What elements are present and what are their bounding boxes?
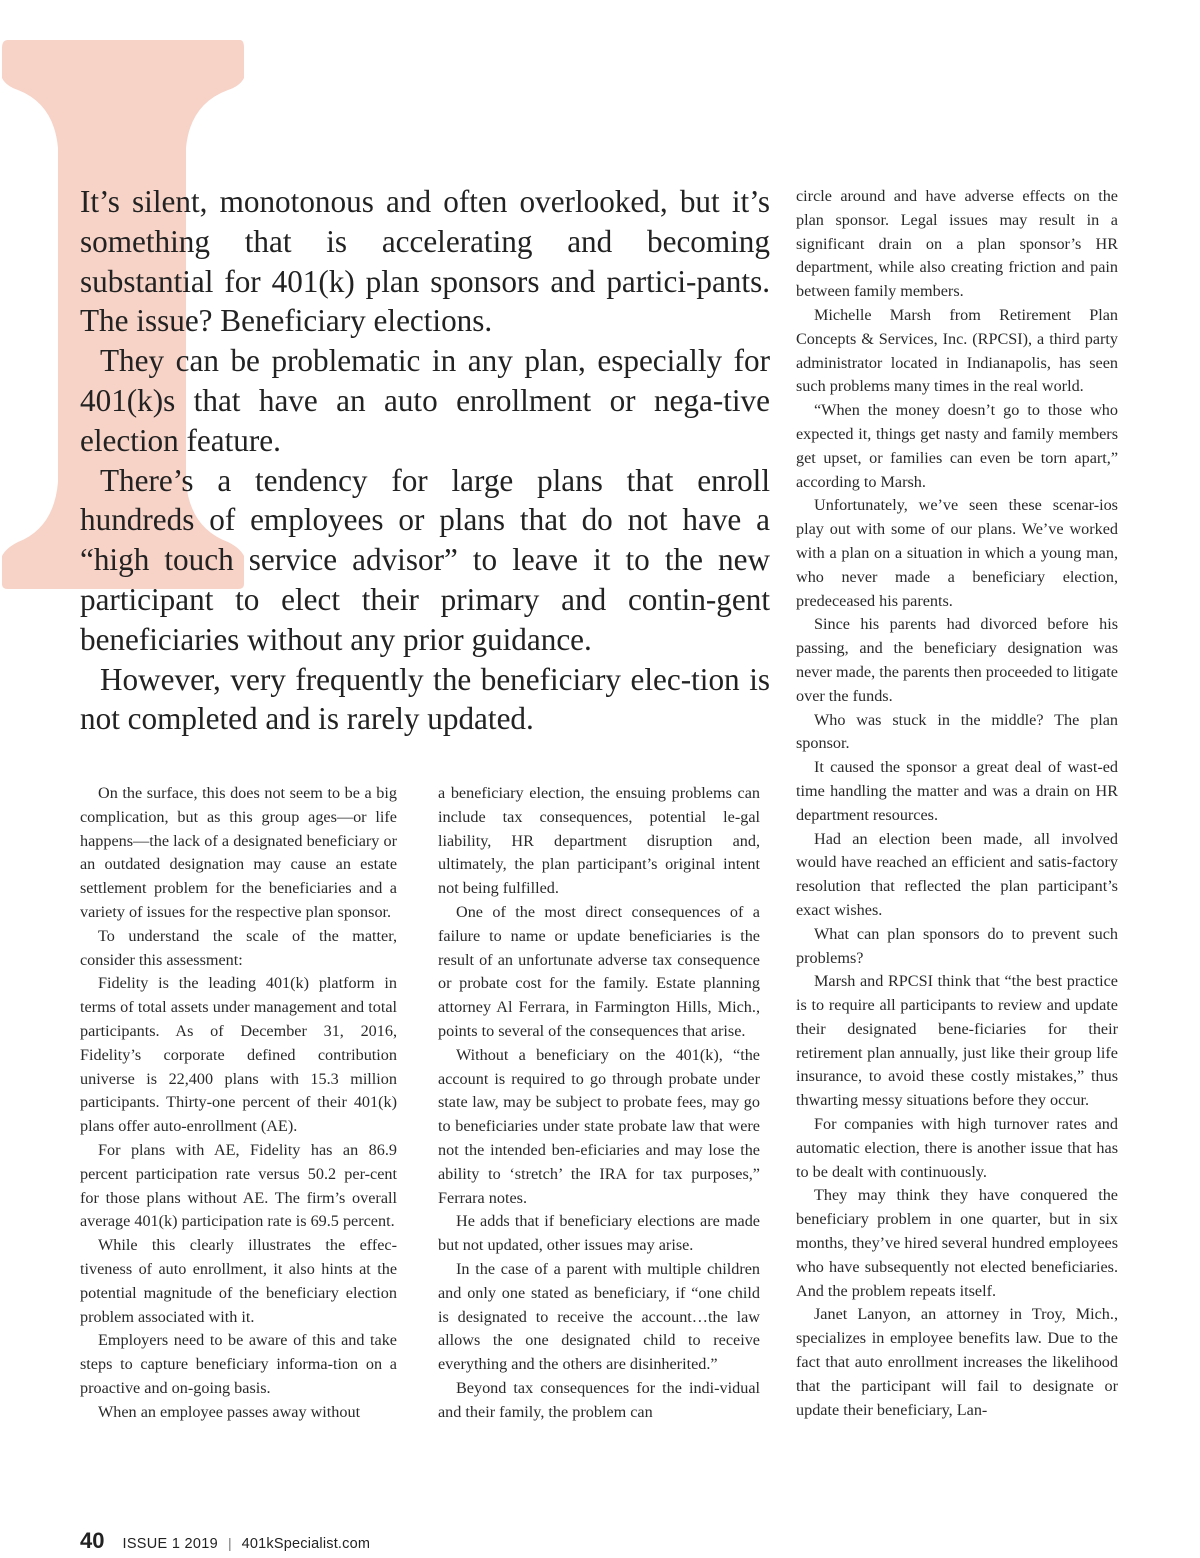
page-number: 40 — [80, 1528, 105, 1553]
intro-lead-text — [80, 182, 770, 739]
body-paragraph: They may think they have conquered the beneficiary problem in one quarter, but in six months, they’ve hired several hundred employees who have subsequently not elected beneficiaries. And the problem repeats itself. — [796, 1186, 1118, 1300]
body-paragraph: Without a beneficiary on the 401(k), “the account is required to go through probate under state law, may be subject to probate fees, may go to beneficiaries under state probate law that were not the intended ben-eficiaries and may lose the ability to ‘stretch’ the IRA for tax purposes,” Ferrara notes. — [438, 1045, 760, 1207]
body-paragraph: On the surface, this does not seem to be a big complication, but as this group ages—or life happens—the lack of a designated beneficiary or an outdated designation may cause an estate settlement problem for the beneficiaries and a variety of issues for the respective plan sponsor. — [80, 784, 397, 921]
body-paragraph: One of the most direct consequences of a failure to name or update beneficiaries is the result of an unfortunate adverse tax consequence or probate cost for the family. Estate planning attorney Al Ferrara, in Farmington Hills, Mich., points to several of the consequences that arise. — [438, 902, 760, 1040]
body-paragraph-continued: a beneficiary election, the ensuing problems can include tax consequences, potential le-gal liability, HR department disruption and, ultimately, the plan participant’s original intent not being fulfilled. — [438, 784, 760, 898]
body-paragraph: Since his parents had divorced before his passing, and the beneficiary designation was never made, the parents then proceeded to litigate over the funds. — [796, 615, 1118, 705]
body-paragraph: Who was stuck in the middle? The plan sponsor. — [796, 710, 1118, 753]
body-column-1 — [80, 782, 397, 1425]
body-paragraph: Michelle Marsh from Retirement Plan Concepts & Services, Inc. (RPCSI), a third party administrator located in Indianapolis, has seen such problems many times in the real world. — [796, 305, 1118, 396]
body-paragraph: “When the money doesn’t go to those who expected it, things get nasty and family members get upset, or families can even be torn apart,” according to Marsh. — [796, 401, 1118, 491]
footer-separator: | — [227, 1535, 232, 1551]
body-paragraph: Fidelity is the leading 401(k) platform in terms of total assets under management and total participants. As of December 31, 2016, Fidelity’s corporate defined contribution universe is 22,400 plans with 15.3 million participants. Thirty-one percent of their 401(k) plans offer auto-enrollment (AE). — [80, 974, 397, 1136]
intro-paragraph: It’s silent, monotonous and often overlooked, but it’s something that is accelerating and becoming substantial for 401(k) plan sponsors and partici-pants. The issue? Beneficiary elections. — [80, 184, 770, 339]
body-paragraph: To understand the scale of the matter, consider this assessment: — [80, 926, 397, 969]
intro-paragraph: They can be problematic in any plan, especially for 401(k)s that have an auto enrollment or nega-tive election feature. — [80, 343, 770, 458]
body-paragraph: When an employee passes away without — [98, 1402, 361, 1421]
body-paragraph: He adds that if beneficiary elections are made but not updated, other issues may arise. — [438, 1212, 760, 1255]
body-paragraph: While this clearly illustrates the effec-tiveness of auto enrollment, it also hints at the potential magnitude of the beneficiary election problem associated with it. — [80, 1236, 397, 1326]
body-paragraph: Unfortunately, we’ve seen these scenar-ios play out with some of our plans. We’ve worked with a plan on a situation in which a young man, who never made a beneficiary election, predeceased his parents. — [796, 496, 1118, 610]
body-paragraph: Had an election been made, all involved would have reached an efficient and satis-factory resolution that reflected the plan participant’s exact wishes. — [796, 829, 1118, 919]
body-paragraph: Beyond tax consequences for the indi-vidual and their family, the problem can — [438, 1378, 760, 1421]
body-column-3 — [796, 185, 1118, 1422]
body-paragraph: For companies with high turnover rates and automatic election, there is another issue that has to be dealt with continuously. — [796, 1115, 1118, 1181]
body-column-2 — [438, 782, 760, 1425]
body-paragraph: Janet Lanyon, an attorney in Troy, Mich., specializes in employee benefits law. Due to the fact that auto enrollment increases the likelihood that the participant will fail to designate or update their beneficiary, Lan- — [796, 1305, 1118, 1419]
body-paragraph: For plans with AE, Fidelity has an 86.9 percent participation rate versus 50.2 per-cent for those plans without AE. The firm’s overall average 401(k) participation rate is 69.5 percent. — [80, 1140, 397, 1231]
body-paragraph: What can plan sponsors do to prevent such problems? — [796, 924, 1118, 967]
intro-paragraph: However, very frequently the beneficiary elec-tion is not completed and is rarely updated. — [80, 661, 770, 737]
issue-label: ISSUE 1 2019 — [122, 1536, 218, 1552]
body-paragraph-continued: circle around and have adverse effects on the plan sponsor. Legal issues may result in a significant drain on a plan sponsor’s HR department, while also creating friction and pain between family members. — [796, 187, 1118, 301]
website-link[interactable]: 401kSpecialist.com — [241, 1536, 371, 1552]
body-paragraph: Marsh and RPCSI think that “the best practice is to require all participants to review and update their designated bene-ficiaries for their retirement plan annually, just like their group life insurance, to avoid these costly mistakes,” thus thwarting messy situations before they occur. — [796, 972, 1118, 1110]
page-footer — [80, 1528, 370, 1554]
body-paragraph: In the case of a parent with multiple children and only one stated as beneficiary, if “one child is designated to receive the account…the law allows the one designated child to receive everything and the others are disinherited.” — [438, 1259, 760, 1374]
body-paragraph: Employers need to be aware of this and take steps to capture beneficiary informa-tion on a proactive and on-going basis. — [80, 1331, 397, 1397]
intro-paragraph: There’s a tendency for large plans that enroll hundreds of employees or plans that do not have a “high touch service advisor” to leave it to the new participant to elect their primary and contin-gent beneficiaries without any prior guidance. — [80, 462, 770, 657]
body-paragraph: It caused the sponsor a great deal of wast-ed time handling the matter and was a drain on HR department resources. — [796, 758, 1118, 824]
